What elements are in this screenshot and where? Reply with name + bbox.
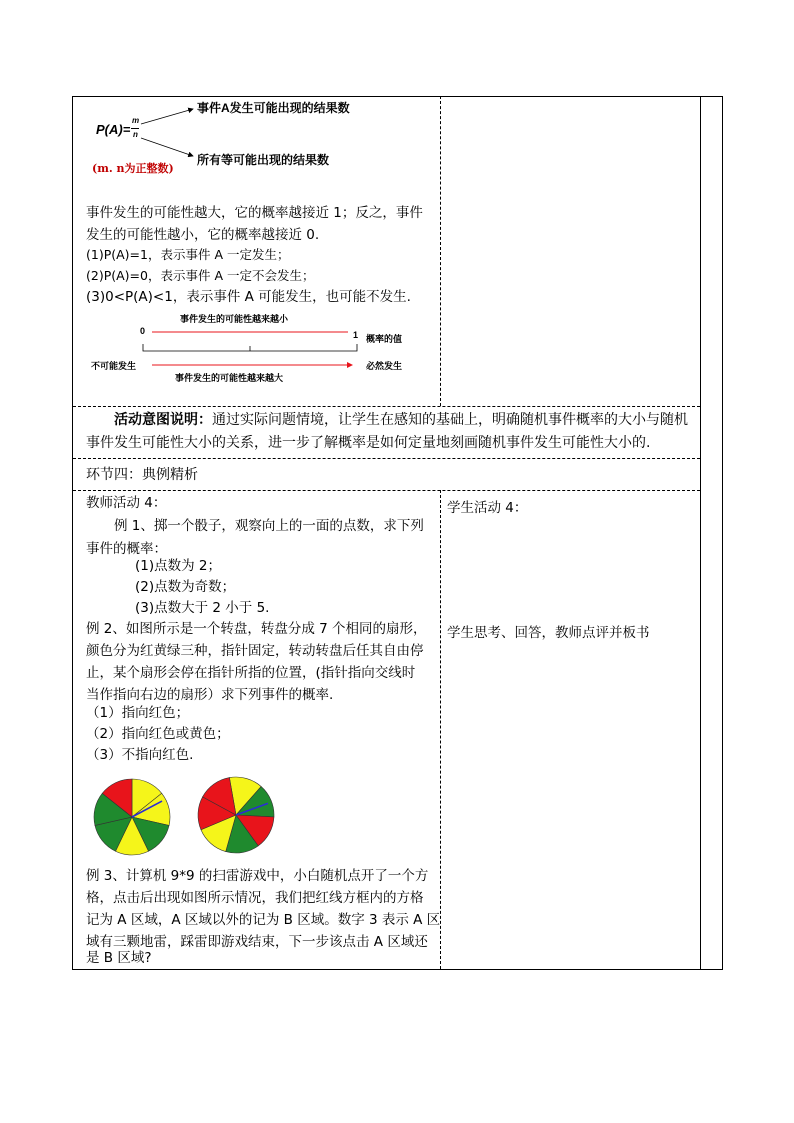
ex3-line-2: 格，点击后出现如图所示情况，我们把红线方框内的方格: [86, 890, 424, 906]
intent-title: 活动意图说明：: [114, 412, 212, 428]
scale-bottom-text: 事件发生的可能性越来越大: [175, 373, 284, 383]
table-inner-right-border: [700, 96, 701, 970]
ex3-line-1: 例 3、计算机 9*9 的扫雷游戏中，小白随机点开了一个方: [86, 868, 429, 884]
table-border-bottom: [72, 969, 723, 970]
arrow-to-top-label: [141, 109, 193, 124]
ex2-line-4: 当作指向右边的扇形）求下列事件的概率.: [86, 687, 334, 703]
ex2-line-1: 例 2、如图所示是一个转盘，转盘分成 7 个相同的扇形，: [86, 621, 427, 637]
ex2-line-3: 止，某个扇形会停在指针所指的位置，(指针指向交线时: [86, 665, 416, 681]
scale-top-text: 事件发生的可能性越来越小: [180, 314, 289, 324]
formula-numerator: m: [132, 116, 140, 125]
row-divider-3: [73, 490, 700, 491]
ex2-item-b: （2）指向红色或黄色；: [86, 726, 230, 742]
spinner-left: [90, 775, 174, 859]
intro-item-1: (1)P(A)=1，表示事件 A 一定发生；: [86, 247, 290, 262]
formula-note: (m. n为正整数): [92, 162, 174, 175]
ex3-line-3: 记为 A 区域，A 区域以外的记为 B 区域。数字 3 表示 A 区: [86, 912, 441, 928]
ex1-line-1: 例 1、掷一个骰子，观察向上的一面的点数，求下列: [114, 518, 424, 534]
ex1-line-2: 事件的概率：: [86, 541, 167, 557]
ex2-item-a: （1）指向红色；: [86, 705, 190, 721]
ex1-item-a: (1)点数为 2；: [135, 558, 222, 574]
formula-arrows: [0, 0, 260, 170]
scale-right-bottom: 必然发生: [366, 361, 403, 371]
row-divider-1: [73, 406, 700, 407]
ex3-line-4: 域有三颗地雷，踩雷即游戏结束，下一步该点击 A 区域还: [86, 934, 428, 950]
ex3-line-5: 是 B 区域?: [86, 950, 152, 966]
intro-item-3: (3)0<P(A)<1，表示事件 A 可能发生，也可能不发生.: [86, 289, 411, 305]
ex2-line-2: 颜色分为红黄绿三种，指针固定，转动转盘后任其自由停: [86, 643, 424, 659]
scale-left-bottom: 不可能发生: [91, 361, 137, 371]
scale-left-number: 0: [140, 326, 146, 336]
intent-line-2: 事件发生可能性大小的关系，进一步了解概率是如何定量地刻画随机事件发生可能性大小的.: [86, 435, 651, 451]
formula-denominator: n: [133, 130, 138, 139]
scale-right-label: 概率的值: [366, 334, 403, 344]
spinner-right: [194, 773, 278, 857]
ex1-item-c: (3)点数大于 2 小于 5.: [135, 600, 270, 616]
arrow-to-bottom-label: [141, 138, 193, 156]
scale-right-number: 1: [353, 330, 359, 340]
probability-scale: [80, 320, 380, 380]
column-divider-bottom: [440, 490, 441, 969]
intro-line-1: 事件发生的可能性越大，它的概率越接近 1；反之，事件: [86, 205, 423, 221]
table-border-left: [72, 96, 73, 970]
row-divider-2: [73, 458, 700, 459]
student-response: 学生思考、回答，教师点评并板书: [447, 625, 650, 641]
student-heading: 学生活动 4：: [447, 500, 528, 516]
column-divider-top: [440, 96, 441, 406]
formula-lhs: P(A)=: [96, 122, 131, 137]
intent-line-1-text: 通过实际问题情境，让学生在感知的基础上，明确随机事件概率的大小与随机: [212, 412, 688, 428]
teacher-heading: 教师活动 4：: [86, 495, 167, 511]
formula-top-label: 事件A发生可能出现的结果数: [197, 101, 350, 115]
intent-line-1: [114, 409, 688, 431]
scale-bracket: [143, 344, 357, 351]
ex2-item-c: （3）不指向红色.: [86, 747, 194, 763]
table-border-right: [722, 96, 723, 970]
ex1-item-b: (2)点数为奇数；: [135, 579, 236, 595]
formula-bottom-label: 所有等可能出现的结果数: [197, 153, 330, 167]
intro-item-2: (2)P(A)=0，表示事件 A 一定不会发生；: [86, 268, 315, 283]
intro-line-2: 发生的可能性越小，它的概率越接近 0.: [86, 227, 320, 243]
section-title: 环节四：典例精析: [86, 467, 198, 483]
